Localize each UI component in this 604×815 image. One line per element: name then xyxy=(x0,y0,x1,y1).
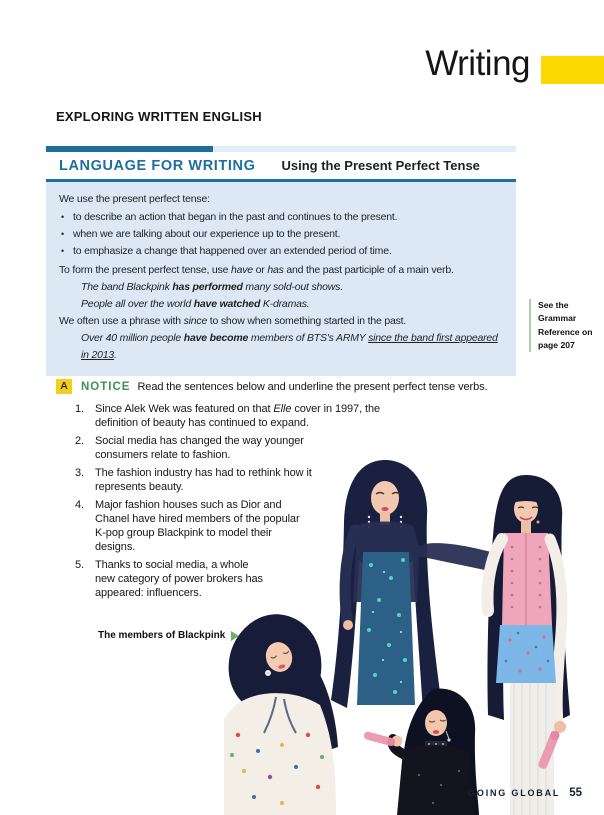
bullet-text: to emphasize a change that happened over an extended period of time. xyxy=(73,245,392,257)
item-text: Major fashion houses such as Dior and Chanel have hired members of the popular K-pop group Blackpink to model their designs. xyxy=(95,499,300,553)
item-text: Thanks to social media, a whole new category of power brokers has appeared: influencers. xyxy=(95,559,263,599)
activity-header xyxy=(56,379,526,394)
bullet-item xyxy=(61,226,506,243)
item-text: The fashion industry has had to rethink how it represents beauty. xyxy=(95,467,312,493)
caption-arrow-icon xyxy=(231,631,239,641)
page-number: 55 xyxy=(569,787,582,799)
sentence-list xyxy=(75,402,407,604)
item-number: 3. xyxy=(75,467,84,479)
item-number: 1. xyxy=(75,403,84,415)
list-item xyxy=(75,466,407,494)
example-sentence: People all over the world have watched K-dramas. xyxy=(81,298,310,310)
example-sentence: The band Blackpink has performed many sold-out shows. xyxy=(81,281,343,293)
notice-instruction: Read the sentences below and underline the present perfect tense verbs. xyxy=(137,380,488,393)
activity-letter-badge: A xyxy=(56,379,72,394)
bullet-text: when we are talking about our experience up to the present. xyxy=(73,228,341,240)
bullet-marker: • xyxy=(61,246,64,256)
item-number: 5. xyxy=(75,559,84,571)
photo-caption xyxy=(98,630,239,641)
bullet-item xyxy=(61,243,506,260)
photo-caption-text: The members of Blackpink xyxy=(98,630,226,641)
bullet-item xyxy=(61,209,506,226)
item-text: Social media has changed the way younger consumers relate to fashion. xyxy=(95,435,304,461)
box-body xyxy=(46,182,516,376)
notice-label: NOTICE xyxy=(81,380,131,393)
bullet-marker: • xyxy=(61,212,64,222)
usage-bullet-list xyxy=(61,209,506,260)
note-line: Grammar xyxy=(538,313,577,324)
box-intro: We use the present perfect tense: xyxy=(59,193,210,205)
note-line: page 207 xyxy=(538,339,575,350)
grammar-reference-note xyxy=(529,299,599,352)
list-item xyxy=(75,498,407,554)
list-item xyxy=(75,402,407,430)
page-title: Writing xyxy=(425,44,530,83)
bullet-marker: • xyxy=(61,229,64,239)
unit-title: GOING GLOBAL xyxy=(468,788,561,798)
box-header xyxy=(46,152,516,179)
form-rule: To form the present perfect tense, use have or has and the past participle of a main verb. xyxy=(59,264,454,276)
box-top-strip-dark xyxy=(46,146,213,152)
item-number: 4. xyxy=(75,499,84,511)
page-footer xyxy=(468,787,582,799)
section-heading: EXPLORING WRITTEN ENGLISH xyxy=(56,109,262,124)
since-example-sentence: Over 40 million people have become members of BTS's ARMY since the band first appeared in 2013. xyxy=(81,332,498,361)
figure-jennie xyxy=(363,688,479,815)
list-item xyxy=(75,434,407,462)
box-label: LANGUAGE FOR WRITING xyxy=(59,158,256,174)
language-for-writing-box xyxy=(46,146,516,376)
figure-lisa xyxy=(487,475,570,815)
yellow-tab-marker xyxy=(541,56,604,84)
list-item xyxy=(75,558,407,600)
box-title: Using the Present Perfect Tense xyxy=(281,158,480,173)
box-top-strip-light xyxy=(213,146,516,152)
note-line: See the xyxy=(538,300,569,310)
bullet-text: to describe an action that began in the past and continues to the present. xyxy=(73,211,398,223)
box-top-strip xyxy=(46,146,516,152)
since-rule: We often use a phrase with since to show when something started in the past. xyxy=(59,315,407,327)
item-number: 2. xyxy=(75,435,84,447)
item-text: Since Alek Wek was featured on that Elle cover in 1997, the definition of beauty has continued to expand. xyxy=(95,403,380,429)
note-line: Reference on xyxy=(538,326,593,337)
figure-jisoo xyxy=(224,614,338,815)
